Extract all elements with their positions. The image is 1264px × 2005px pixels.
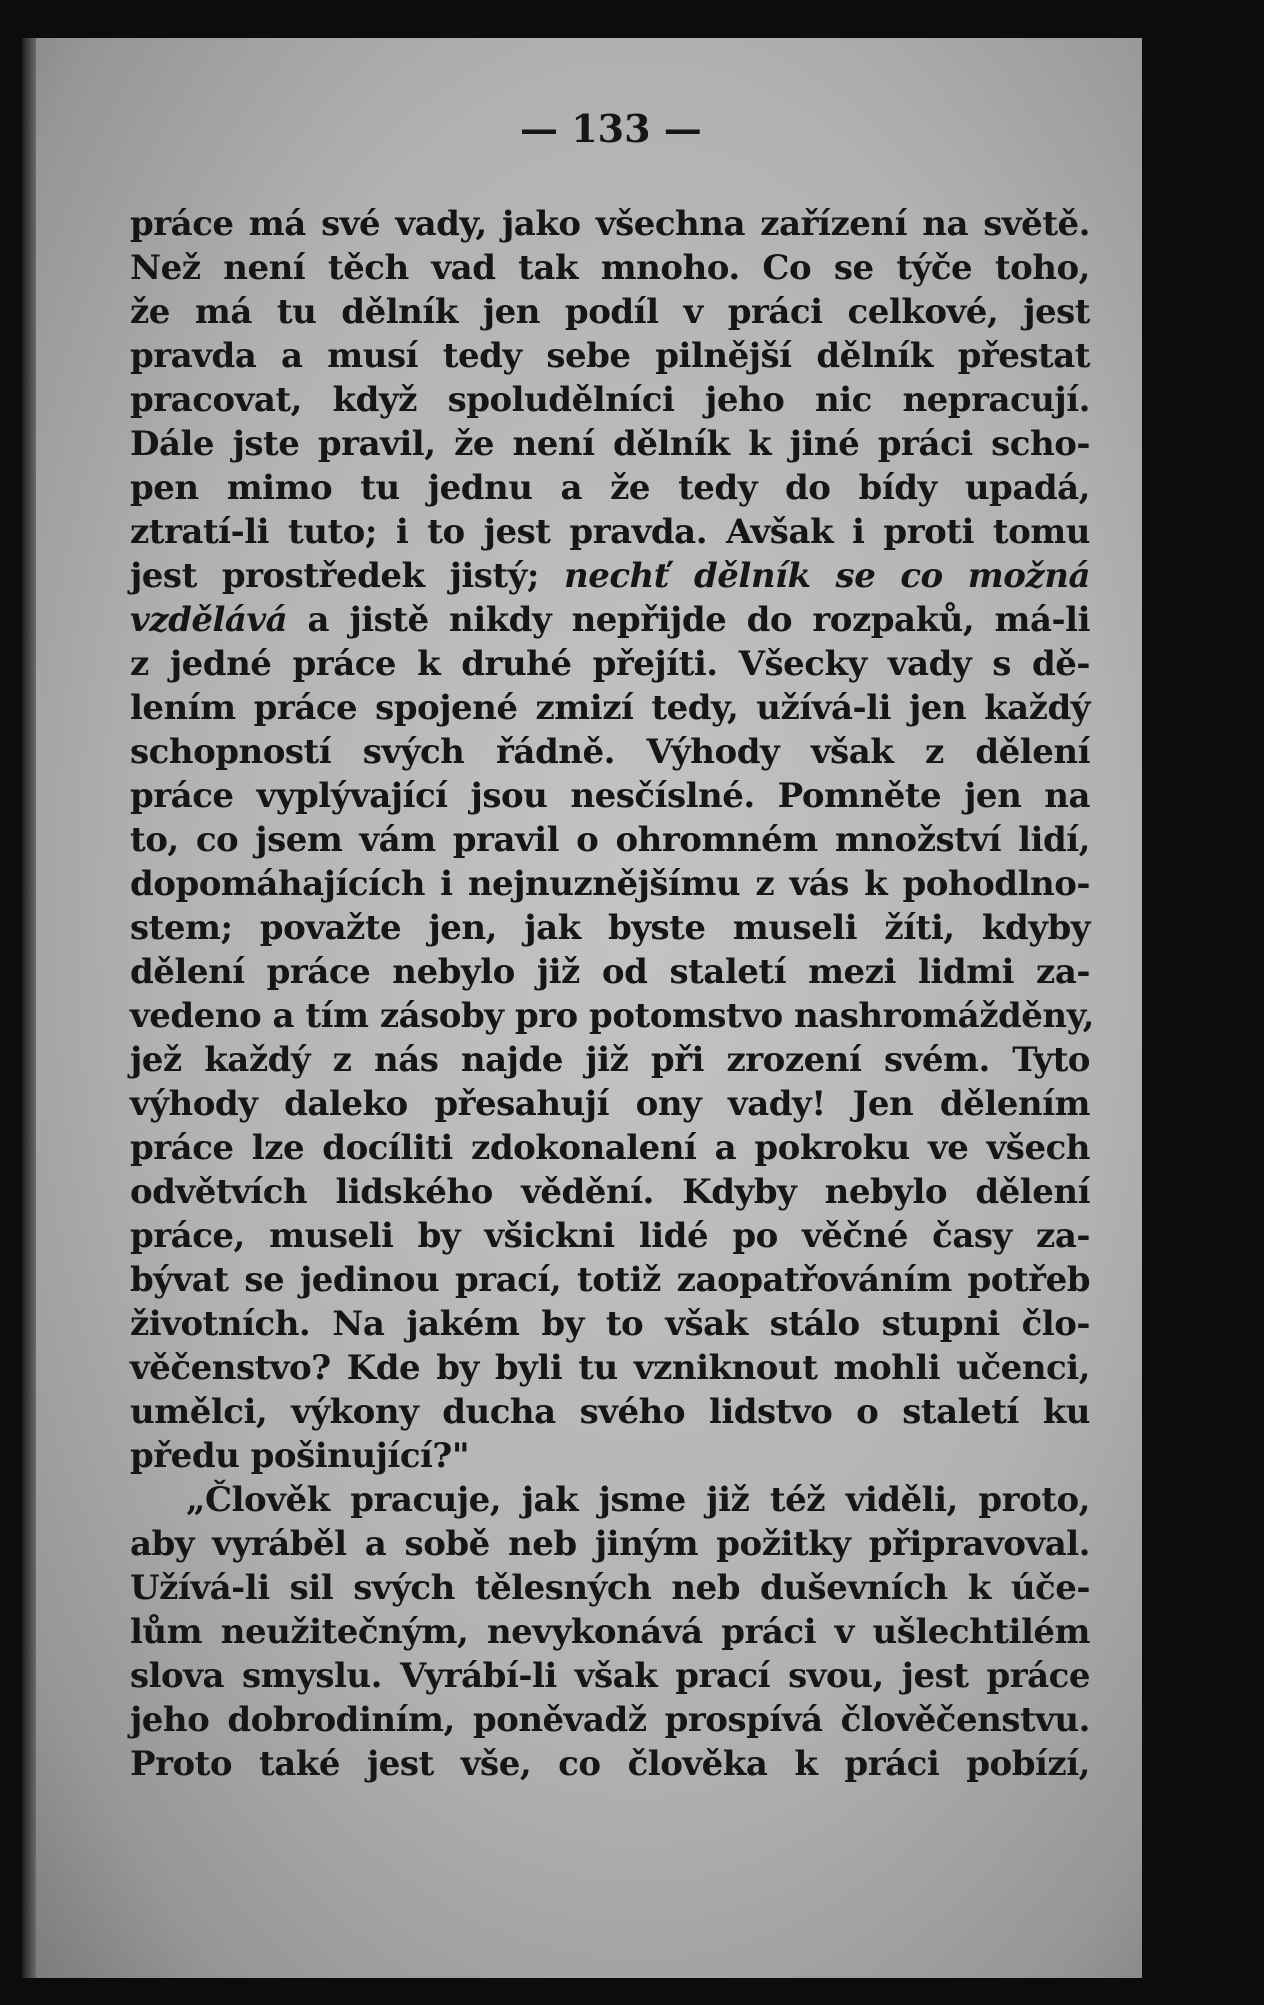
emphasized-text: nechť dělník se co možná xyxy=(563,556,1090,596)
emphasized-text: vzdělává xyxy=(130,600,288,640)
text-line: umělci, výkony ducha svého lidstvo o staletí ku xyxy=(130,1392,1090,1432)
text-line: slova smyslu. Vyrábí-li však prací svou, jest práce xyxy=(130,1656,1090,1696)
text-line: ztratí-li tuto; i to jest pravda. Avšak i proti tomu xyxy=(130,512,1090,552)
text-line: z jedné práce k druhé přejíti. Všecky vady s dě- xyxy=(130,644,1090,684)
text-line: lením práce spojené zmizí tedy, užívá-li jen každý xyxy=(130,688,1090,728)
text-line: odvětvích lidského vědění. Kdyby nebylo dělení xyxy=(130,1172,1090,1212)
page-number: — 133 — xyxy=(520,106,702,151)
text-line: dělení práce nebylo již od staletí mezi lidmi za- xyxy=(130,952,1090,992)
text-line: pen mimo tu jednu a že tedy do bídy upadá, xyxy=(130,468,1090,508)
paragraph-end-line: předu pošinující?" xyxy=(130,1436,470,1476)
text-line: bývat se jedinou prací, totiž zaopatřováním potřeb xyxy=(130,1260,1090,1300)
text-line: aby vyráběl a sobě neb jiným požitky připravoval. xyxy=(130,1524,1090,1564)
text-line: že má tu dělník jen podíl v práci celkové, jest xyxy=(130,292,1090,332)
text-line: pravda a musí tedy sebe pilnější dělník přestat xyxy=(130,336,1090,376)
text-span: jest prostředek jistý; xyxy=(130,556,564,596)
book-spine-shadow xyxy=(22,38,36,1978)
text-line: Než není těch vad tak mnoho. Co se týče toho, xyxy=(130,248,1090,288)
text-line-with-emphasis xyxy=(130,598,1090,642)
text-line: dopomáhajících i nejnuznějšímu z vás k pohodlno- xyxy=(130,864,1090,904)
paragraph-start-line: „Člověk pracuje, jak jsme již též viděli, proto, xyxy=(186,1480,1090,1520)
text-line: Dále jste pravil, že není dělník k jiné práci scho- xyxy=(130,424,1090,464)
text-line: věčenstvo? Kde by byli tu vzniknout mohli učenci, xyxy=(130,1348,1090,1388)
text-line-with-emphasis xyxy=(130,554,1090,598)
text-line: Proto také jest vše, co člověka k práci pobízí, xyxy=(130,1744,1090,1784)
text-line: schopností svých řádně. Výhody však z dělení xyxy=(130,732,1090,772)
text-line: jeho dobrodiním, poněvadž prospívá člověčenstvu. xyxy=(130,1700,1090,1740)
text-span: a jistě nikdy nepřijde do rozpaků, má-li xyxy=(287,600,1090,640)
text-line: práce vyplývající jsou nesčíslné. Pomněte jen na xyxy=(130,776,1090,816)
text-line: to, co jsem vám pravil o ohromném množství lidí, xyxy=(130,820,1090,860)
text-line: stem; považte jen, jak byste museli žíti, kdyby xyxy=(130,908,1090,948)
text-line: vedeno a tím zásoby pro potomstvo nashromážděny, xyxy=(130,996,1094,1036)
text-line: práce lze docíliti zdokonalení a pokroku ve všech xyxy=(130,1128,1090,1168)
text-line: pracovat, když spoludělníci jeho nic nepracují. xyxy=(130,380,1090,420)
text-line: životních. Na jakém by to však stálo stupni člo- xyxy=(130,1304,1090,1344)
body-text xyxy=(130,202,1094,1786)
text-line: Užívá-li sil svých tělesných neb duševních k úče- xyxy=(130,1568,1090,1608)
text-line: výhody daleko přesahují ony vady! Jen dělením xyxy=(130,1084,1090,1124)
text-line: jež každý z nás najde již při zrození svém. Tyto xyxy=(130,1040,1090,1080)
text-line: práce, museli by všickni lidé po věčné časy za- xyxy=(130,1216,1090,1256)
text-line: lům neužitečným, nevykonává práci v ušlechtilém xyxy=(130,1612,1090,1652)
text-line: práce má své vady, jako všechna zařízení na světě. xyxy=(130,204,1090,244)
